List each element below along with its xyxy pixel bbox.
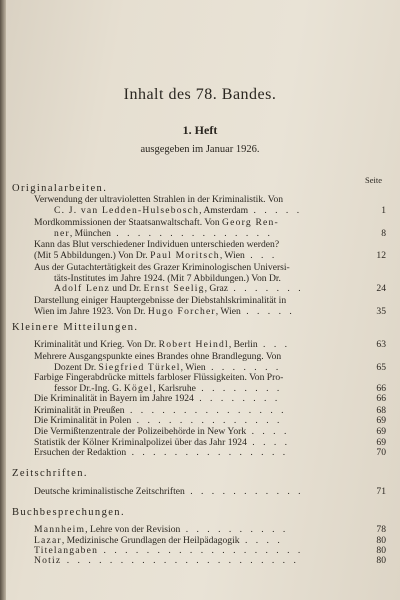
leader-dots: . . . . . . . . . . . . . . . [110,227,273,239]
entry-text: Die Vermißtenzentrale der Polizeibehörde in New York [34,426,247,437]
leader-dots: . . . . . . . [228,283,304,295]
entry-text: , Berlin [228,339,258,350]
leader-dots: . . . . . . . . [193,393,281,404]
page-number: 69 [376,415,386,426]
entry-text: , Wien [215,305,241,317]
leader-dots: . . . . [246,426,290,437]
entry-text: Aus der Gutachtertätigkeit des Grazer Kriminologischen Universi- [34,262,290,273]
author-name: Ernst Seelig [143,283,205,295]
leader-dots: . . . . . [240,305,295,317]
leader-dots: . . . . . . . . . . . . . . . [124,405,287,416]
author-name: Adolf Lenz [54,283,110,295]
entry-text: Kann das Blut verschiedener Individuen unterschieden werden? [34,239,280,250]
page-number: 24 [376,283,386,295]
toc-entry [34,218,386,239]
page-column-label: Seite [365,175,382,185]
author-name: Hugo Forcher [147,305,216,317]
author-name: Kögel [123,382,154,394]
toc-entry-line [34,251,386,262]
toc-entry-line [34,284,386,295]
page-number: 80 [376,535,386,546]
leader-dots: . . . . . . . . . . . . . . . [126,447,289,458]
leader-dots: . . . [257,339,291,350]
toc-entry [34,240,386,261]
toc-entry [34,556,386,567]
entry-text: täts-Institutes im Jahre 1924. (Mit 7 Abbildungen.) Von Dr. [54,272,281,284]
entry-text: Mehrere Ausgangspunkte eines Brandes ohne Brandlegung. Von [34,351,282,362]
toc-entry [34,340,386,351]
entry-text: , Karlsruhe [153,382,196,394]
entry-text: Verwendung der ultravioletten Strahlen in der Kriminalistik. Von [34,194,284,205]
toc-entry [34,195,386,216]
entry-text: , Graz [204,283,229,295]
page-number: 66 [376,393,386,404]
page-number: 8 [381,227,386,239]
leader-dots: . . . [244,249,278,261]
leader-dots: . . . . . . . . . . . . . . [131,415,283,426]
entry-text: Statistik der Kölner Kriminalpolizei über das Jahr 1924 [34,437,247,448]
toc-entry [34,296,386,317]
leader-dots: . . . . . . . [205,361,282,373]
toc-entry [34,416,386,427]
toc-entry-line [34,416,386,427]
page-number: 80 [376,555,386,566]
entry-text: Die Kriminalität in Polen [34,415,132,426]
author-name: C. J. van Ledden-Hulsebosch [54,204,200,216]
entry-text: Die Kriminalität in Bayern im Jahre 1924 [34,393,194,404]
toc-entry-line [34,427,386,438]
toc-entry-line [34,394,386,405]
entry-text: , Medizinische Grundlagen der Heilpädagogik [61,535,240,546]
toc-entry [34,448,386,459]
entry-text: , Amsterdam [199,204,249,216]
section-heading: Originalarbeiten. [12,183,108,194]
entry-text: Farbige Fingerabdrücke mittels farbloser Flüssigkeiten. Von Pro- [34,372,284,383]
toc-entry [34,427,386,438]
author-name: Paul Moritsch [150,249,220,261]
toc-entry [34,487,386,498]
entry-text: (Mit 5 Abbildungen.) Von Dr. [34,249,151,261]
toc-entry-line [34,206,386,217]
leader-dots: . . . . . . . . . . [180,524,289,535]
page-number: 63 [376,339,386,350]
page-number: 69 [376,426,386,437]
toc-entry [34,352,386,373]
leader-dots: . . . . . . . . . . . . . . . . . . . . . . [61,555,299,566]
leader-dots: . . . . . [248,204,303,216]
toc-entry-line [34,307,386,318]
author-name: Titelangaben [34,545,99,556]
author-name: ner [54,227,70,239]
entry-text: , München [69,227,111,239]
toc-entry [34,263,386,295]
page-number: 65 [376,361,386,373]
toc-entry [34,373,386,394]
page-number: 66 [376,382,386,394]
leader-dots: . . . . . . . . [195,382,283,394]
author-name: Robert Heindl [158,339,229,350]
page-number: 68 [376,405,386,416]
entry-text: Mordkommissionen der Staatsanwaltschaft. Von [34,217,223,228]
entry-text: Kriminalität in Preußen [34,405,125,416]
section-heading: Zeitschriften. [12,468,88,479]
section-heading: Kleinere Mitteilungen. [12,322,139,333]
page-number: 69 [376,437,386,448]
entry-text: Darstellung einiger Hauptergebnisse der Diebstahlskriminalität in [34,295,287,306]
leader-dots: . . . . [239,535,283,546]
entry-text: Kriminalität und Krieg. Von Dr. [34,339,159,350]
entry-text: fessor Dr.-Ing. G. [54,382,124,394]
section-heading: Buchbesprechungen. [12,507,125,518]
issue-date: ausgegeben im Januar 1926. [140,144,260,155]
issue-heading: 1. Heft [182,123,218,137]
toc-entry-line [34,340,386,351]
entry-text: , Wien [219,249,245,261]
entry-text: Wien im Jahre 1923. Von Dr. [34,305,148,317]
volume-title: Inhalt des 78. Bandes. [123,86,277,103]
toc-entry-line [34,525,386,536]
toc-entry-line [34,556,386,567]
author-name: Siegfried Türkel [98,361,181,373]
page-number: 12 [376,249,386,261]
entry-text: Deutsche kriminalistische Zeitschriften [34,486,185,497]
page-number: 80 [376,545,386,556]
toc-entry [34,525,386,536]
entry-text: Dozent Dr. [54,361,99,373]
author-name: Mannheim [34,524,86,535]
toc-entry-line [34,229,386,240]
page-number: 1 [381,204,386,216]
author-name: Georg Ren- [222,217,279,228]
page-number: 35 [376,305,386,317]
toc-entry [34,394,386,405]
leader-dots: . . . . [246,437,291,448]
toc-entry-line [34,448,386,459]
page-number: 70 [376,447,386,458]
page-number: 71 [376,486,386,497]
leader-dots: . . . . . . . . . . . . . . . . . . . [98,545,304,556]
leader-dots: . . . . . . . . . . . [184,486,304,497]
author-name: Notiz [34,555,62,566]
author-name: Lazar [34,535,62,546]
toc-entry-line [34,487,386,498]
entry-text: , Wien [180,361,206,373]
entry-text: Ersuchen der Redaktion [34,447,127,458]
entry-text: und Dr. [109,283,144,295]
page-number: 78 [376,524,386,535]
entry-text: , Lehre von der Revision [85,524,181,535]
